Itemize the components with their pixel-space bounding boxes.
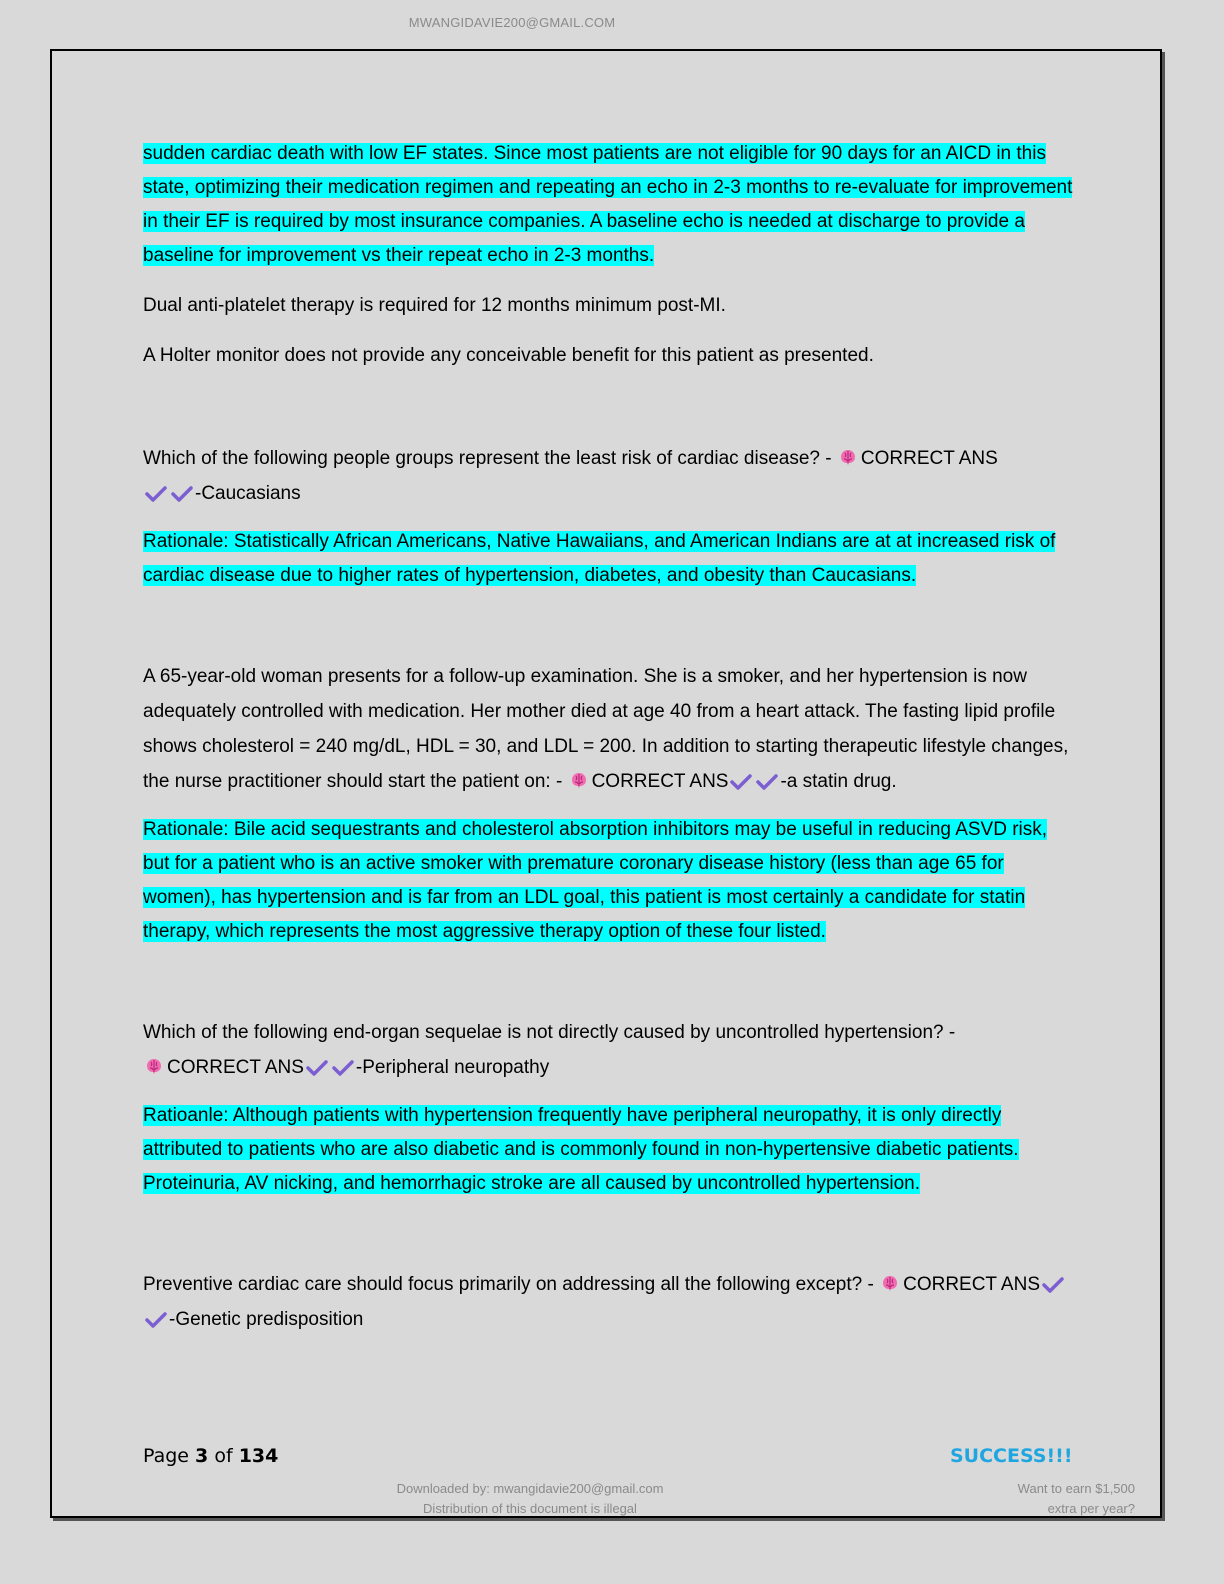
question-1: Which of the following people groups represent the least risk of cardiac disease? - CORRECT ANS -Caucasians: [143, 448, 998, 504]
brain-icon: [837, 447, 859, 467]
rationale-3: Ratioanle: Although patients with hypertension frequently have peripheral neuropathy, it is only directly attributed to patients who are also diabetic and is commonly found in non-hypertensive diabetic patients. Proteinuria, AV nicking, and hemorrhagic stroke are all caused by uncontrolled hypertension.: [143, 1105, 1019, 1194]
check-icon: [145, 1312, 167, 1328]
page-number: Page 3 of 134: [143, 1445, 279, 1467]
question-2: A 65-year-old woman presents for a follow-up examination. She is a smoker, and her hypertension is now adequately controlled with medication. Her mother died at age 40 from a heart attack. The fasting lipid profile shows cholesterol = 240 mg/dL, HDL = 30, and LDL = 200. In addition to starting therapeutic lifestyle changes, the nurse practitioner should start the patient on: - CORRECT ANS -a statin drug.: [143, 666, 1069, 792]
check-icon: [171, 486, 193, 502]
check-icon: [1042, 1277, 1064, 1293]
downloaded-by: Downloaded by: mwangidavie200@gmail.com: [396, 1481, 664, 1496]
brain-icon: [143, 1056, 165, 1076]
check-icon: [756, 774, 778, 790]
question-3: Which of the following end-organ sequelae is not directly caused by uncontrolled hypertension? - CORRECT ANS -Peripheral neuropathy: [143, 1022, 956, 1078]
check-icon: [145, 486, 167, 502]
question-4: Preventive cardiac care should focus primarily on addressing all the following except? - CORRECT ANS-Genetic predisposition: [143, 1267, 1073, 1337]
download-notice: [330, 1479, 730, 1519]
earn-promo[interactable]: Want to earn $1,500 extra per year?: [1017, 1481, 1135, 1516]
header-email: MWANGIDAVIE200@GMAIL.COM: [408, 15, 616, 30]
paragraph-dapt: Dual anti-platelet therapy is required for 12 months minimum post-MI.: [143, 295, 726, 316]
document-body: [143, 137, 1073, 1351]
success-label: SUCCESS!!!: [950, 1445, 1073, 1467]
check-icon: [306, 1060, 328, 1076]
rationale-1: Rationale: Statistically African Americans, Native Hawaiians, and American Indians are at at increased risk of cardiac disease due to higher rates of hypertension, diabetes, and obesity than Caucasians.: [143, 531, 1056, 586]
paragraph-holter: A Holter monitor does not provide any conceivable benefit for this patient as presented.: [143, 345, 874, 366]
check-icon: [332, 1060, 354, 1076]
rationale-2: Rationale: Bile acid sequestrants and cholesterol absorption inhibitors may be useful in reducing ASVD risk, but for a patient who is an active smoker with premature coronary disease history (less than age 65 for women), has hypertension and is far from an LDL goal, this patient is most certainly a candidate for statin therapy, which represents the most aggressive therapy option of these four listed.: [143, 819, 1048, 942]
distribution-notice: Distribution of this document is illegal: [423, 1501, 637, 1516]
brain-icon: [568, 770, 590, 790]
brain-icon: [879, 1273, 901, 1293]
check-icon: [730, 774, 752, 790]
rationale-continued: sudden cardiac death with low EF states. Since most patients are not eligible for 90 days for an AICD in this state, optimizing their medication regimen and repeating an echo in 2-3 months to re-evaluate for improvement in their EF is required by most insurance companies. A baseline echo is needed at discharge to provide a baseline for improvement vs their repeat echo in 2-3 months.: [143, 143, 1073, 266]
